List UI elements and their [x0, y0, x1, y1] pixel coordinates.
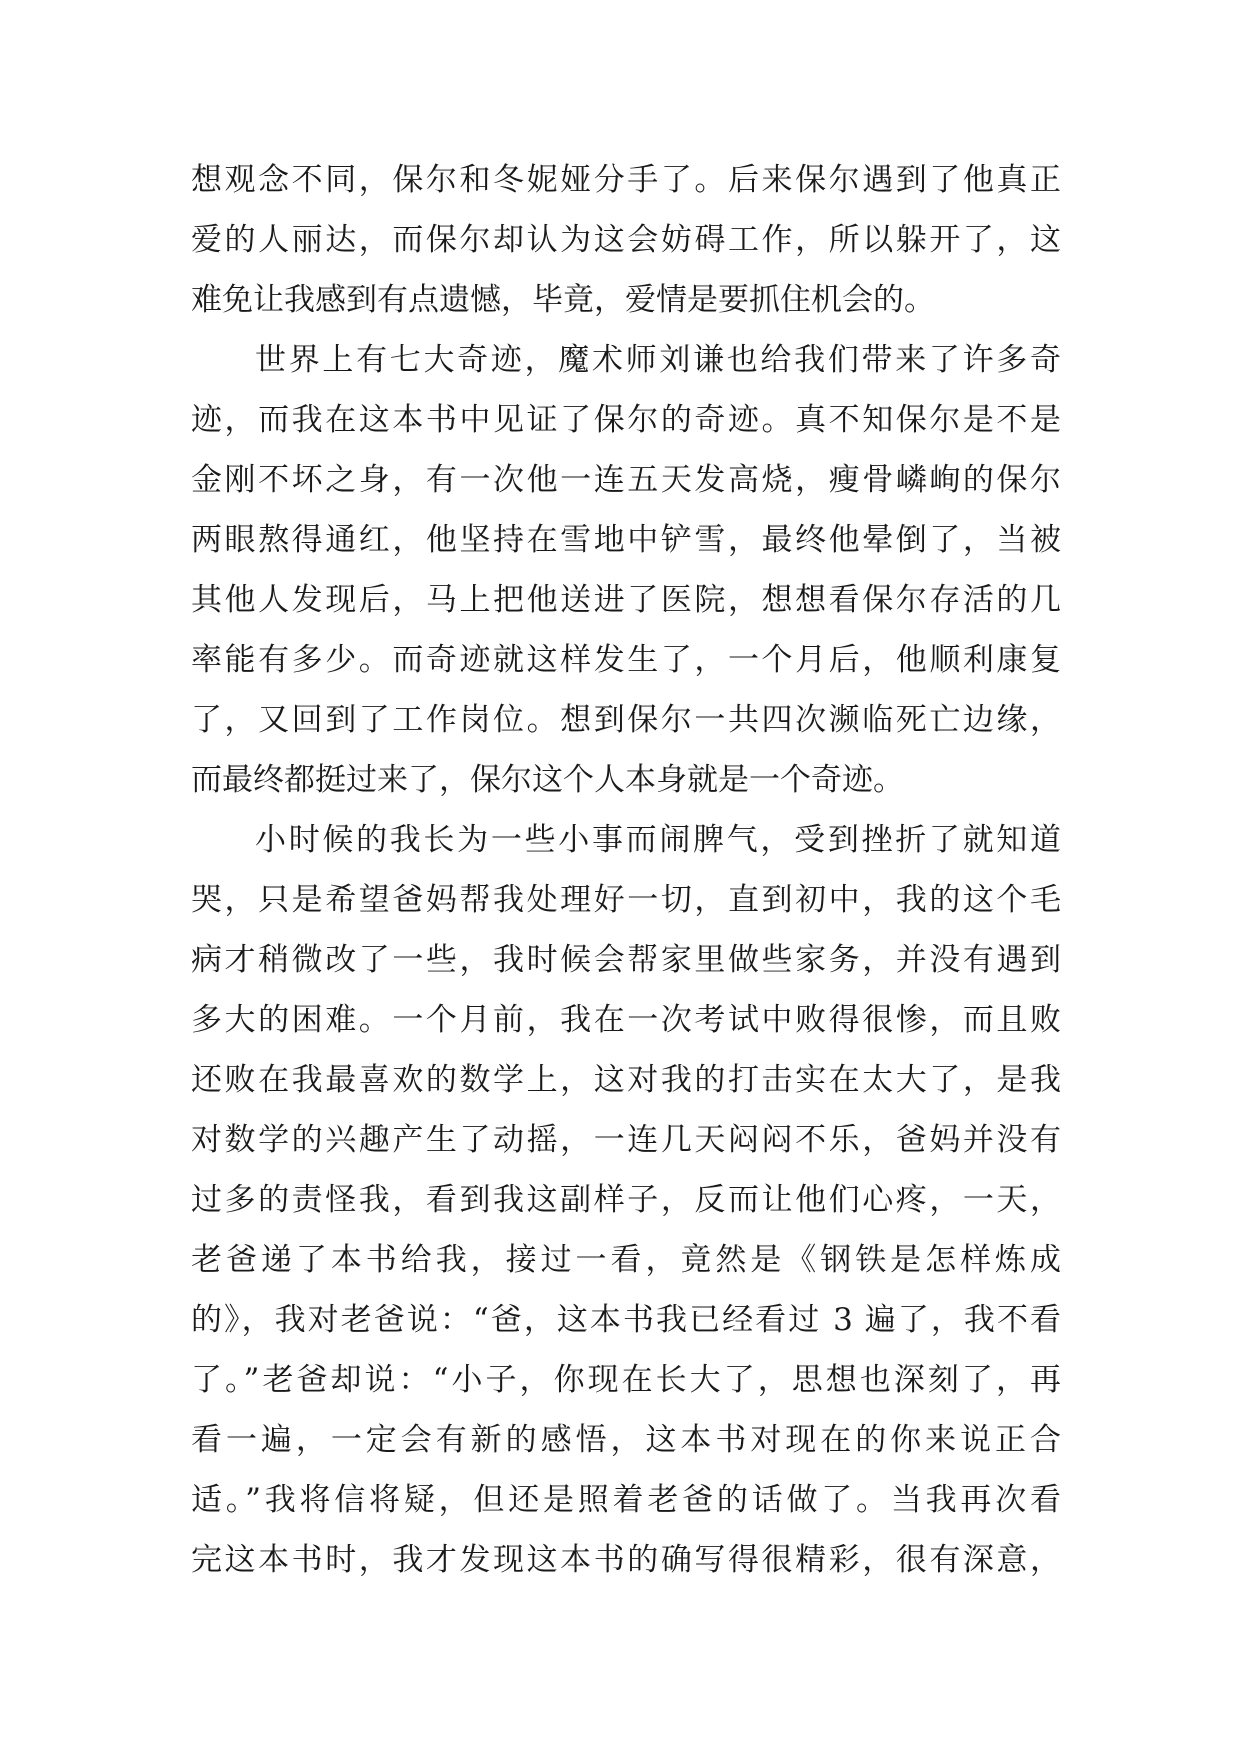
text-line: 适。”我将信将疑，但还是照着老爸的话做了。当我再次看 [191, 1482, 1061, 1518]
text-line: 多大的困难。一个月前，我在一次考试中败得很惨，而且败 [191, 1002, 1061, 1038]
text-line: 而最终都挺过来了，保尔这个人本身就是一个奇迹。 [191, 762, 904, 798]
text-line: 看一遍，一定会有新的感悟，这本书对现在的你来说正合 [191, 1422, 1061, 1458]
paragraph-3 [191, 810, 1061, 1590]
text-line: 难免让我感到有点遗憾，毕竟，爱情是要抓住机会的。 [191, 282, 935, 318]
text-line: 爱的人丽达，而保尔却认为这会妨碍工作，所以躲开了，这 [191, 222, 1061, 258]
text-line: 老爸递了本书给我，接过一看，竟然是《钢铁是怎样炼成 [191, 1242, 1061, 1278]
text-line: 病才稍微改了一些，我时候会帮家里做些家务，并没有遇到 [191, 942, 1061, 978]
text-line: 其他人发现后，马上把他送进了医院，想想看保尔存活的几 [191, 582, 1061, 618]
text-line: 的》，我对老爸说：“爸，这本书我已经看过 3 遍了，我不看 [191, 1302, 1061, 1338]
text-line: 世界上有七大奇迹，魔术师刘谦也给我们带来了许多奇 [255, 342, 1061, 378]
text-line: 完这本书时，我才发现这本书的确写得很精彩，很有深意， [191, 1542, 1061, 1578]
body-text [191, 150, 1061, 1590]
text-line: 率能有多少。而奇迹就这样发生了，一个月后，他顺利康复 [191, 642, 1061, 678]
text-line: 对数学的兴趣产生了动摇，一连几天闷闷不乐，爸妈并没有 [191, 1122, 1061, 1158]
text-line: 了，又回到了工作岗位。想到保尔一共四次濒临死亡边缘， [191, 702, 1061, 738]
text-line: 了。”老爸却说：“小子，你现在长大了，思想也深刻了，再 [191, 1362, 1061, 1398]
paragraph-2 [191, 330, 1061, 810]
paragraph-1 [191, 150, 1061, 330]
text-line: 两眼熬得通红，他坚持在雪地中铲雪，最终他晕倒了，当被 [191, 522, 1061, 558]
text-line: 想观念不同，保尔和冬妮娅分手了。后来保尔遇到了他真正 [191, 162, 1061, 198]
text-line: 迹，而我在这本书中见证了保尔的奇迹。真不知保尔是不是 [191, 402, 1061, 438]
text-line: 金刚不坏之身，有一次他一连五天发高烧，瘦骨嶙峋的保尔 [191, 462, 1061, 498]
text-line: 过多的责怪我，看到我这副样子，反而让他们心疼，一天， [191, 1182, 1061, 1218]
text-line: 小时候的我长为一些小事而闹脾气，受到挫折了就知道 [255, 822, 1061, 858]
text-line: 还败在我最喜欢的数学上，这对我的打击实在太大了，是我 [191, 1062, 1061, 1098]
text-line: 哭，只是希望爸妈帮我处理好一切，直到初中，我的这个毛 [191, 882, 1061, 918]
